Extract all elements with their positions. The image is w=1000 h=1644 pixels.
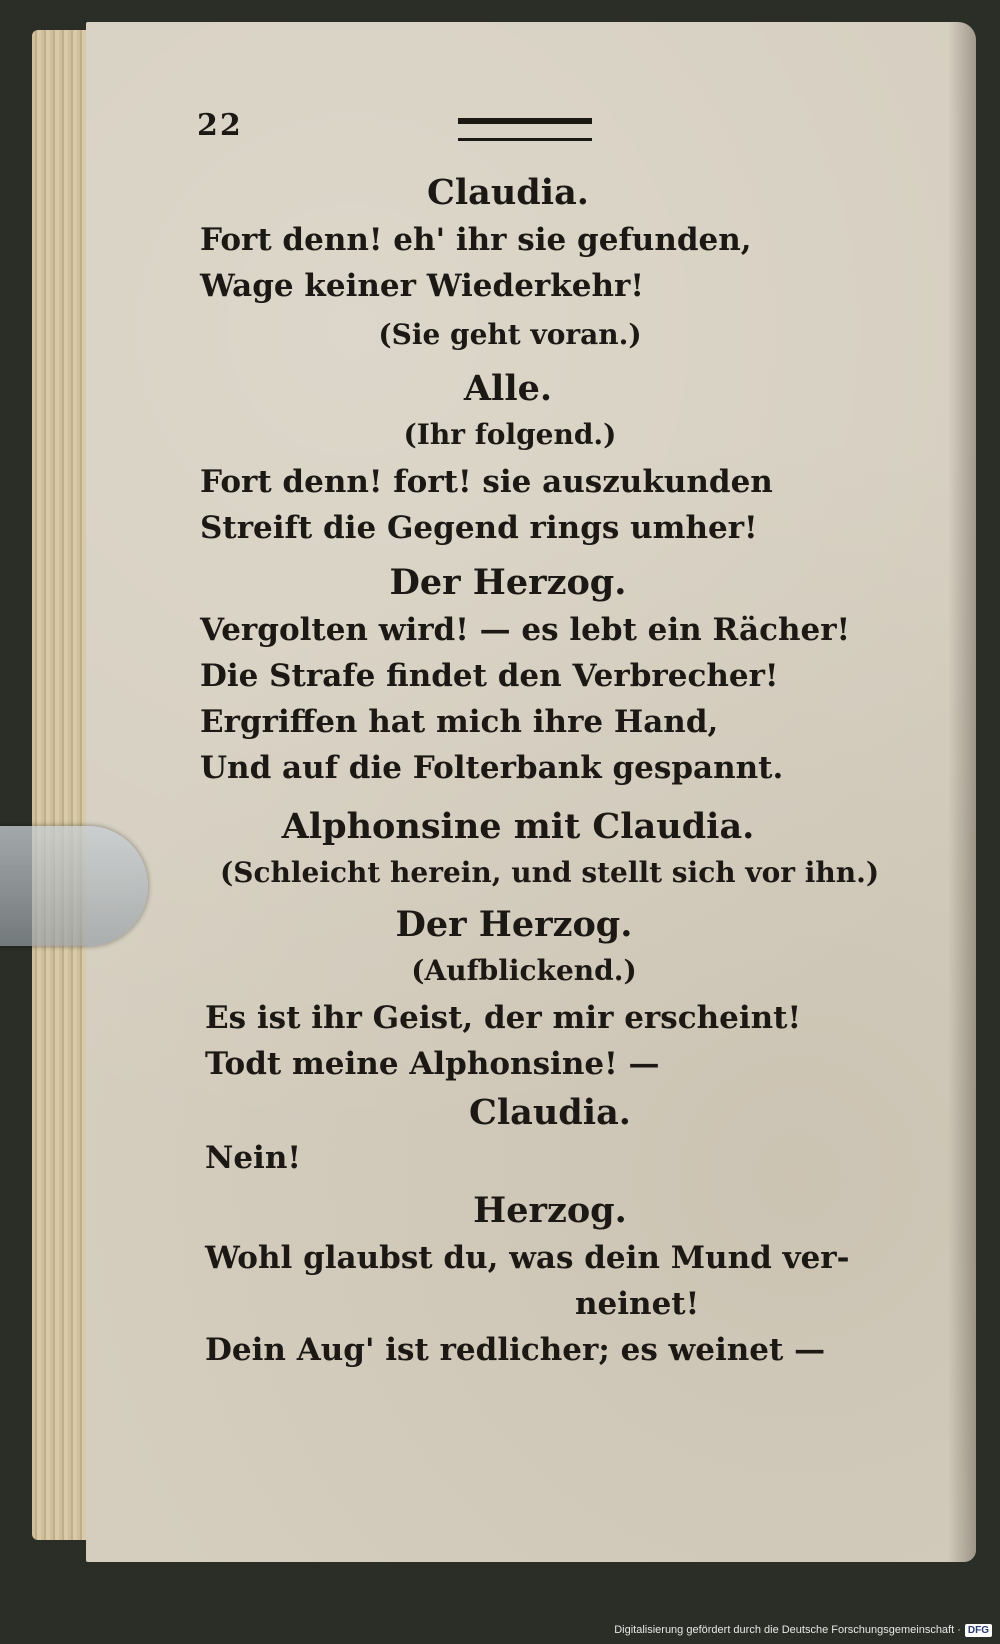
stage-direction: (Schleicht herein, und stellt sich vor ihn.) — [220, 856, 880, 889]
speaker-label: Der Herzog. — [389, 562, 627, 603]
verse-line: Vergolten wird! — es lebt ein Rächer! — [200, 612, 851, 648]
spine-shadow — [948, 22, 976, 1562]
verse-line-continuation: neinet! — [575, 1286, 700, 1322]
verse-line: Nein! — [205, 1140, 301, 1176]
verse-line: Wohl glaubst du, was dein Mund ver- — [205, 1240, 850, 1276]
digitization-footer — [614, 1622, 992, 1638]
speaker-label: Claudia. — [427, 172, 589, 213]
verse-line: Streift die Gegend rings umher! — [200, 510, 758, 546]
header-rule-ornament — [458, 118, 592, 141]
verse-line: Fort denn! eh' ihr sie gefunden, — [200, 222, 752, 258]
verse-line: Die Strafe findet den Verbrecher! — [200, 658, 779, 694]
stage-direction: (Aufblickend.) — [411, 954, 637, 987]
transparent-bookmark-clip — [0, 826, 148, 946]
verse-line: Wage keiner Wiederkehr! — [200, 268, 644, 304]
stage-direction: (Sie geht voran.) — [378, 318, 642, 351]
verse-line: Todt meine Alphonsine! — — [205, 1046, 660, 1082]
verse-line: Ergriffen hat mich ihre Hand, — [200, 704, 719, 740]
verse-line: Es ist ihr Geist, der mir erscheint! — [205, 1000, 802, 1036]
footer-credit-text: Digitalisierung gefördert durch die Deutsche Forschungsgemeinschaft · — [614, 1624, 961, 1636]
page-number: 22 — [197, 108, 243, 143]
stage-direction: (Ihr folgend.) — [403, 418, 617, 451]
speaker-label: Alphonsine mit Claudia. — [281, 806, 755, 847]
speaker-label: Alle. — [463, 368, 553, 409]
verse-line: Und auf die Folterbank gespannt. — [200, 750, 784, 786]
speaker-label: Claudia. — [469, 1092, 631, 1133]
dfg-logo-icon: DFG — [965, 1624, 992, 1637]
verse-line: Fort denn! fort! sie auszukunden — [200, 464, 773, 500]
speaker-label: Der Herzog. — [395, 904, 633, 945]
speaker-label: Herzog. — [473, 1190, 627, 1231]
verse-line: Dein Aug' ist redlicher; es weinet — — [205, 1332, 826, 1368]
